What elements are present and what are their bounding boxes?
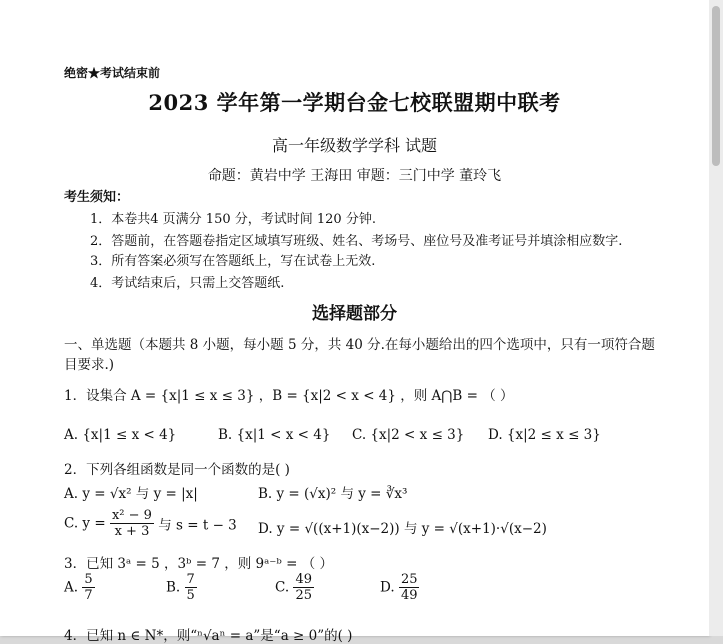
fraction-numerator: x² − 9 xyxy=(111,508,152,523)
question-3-stem: 3．已知 3ᵃ = 5 ，3ᵇ = 7 ，则 9ᵃ⁻ᵇ = （ ） xyxy=(64,556,334,572)
question-2-stem: 2．下列各组函数是同一个函数的是( ) xyxy=(64,462,290,478)
fraction-denominator: 7 xyxy=(84,588,93,603)
part-intro-cont: 目要求.) xyxy=(64,357,115,373)
part-intro: 一、单选题（本题共 8 小题，每小题 5 分，共 40 分.在每小题给出的四个选项中，只有一项符合题 xyxy=(64,337,655,353)
exam-title: 2023 学年第一学期台金七校联盟期中联考 xyxy=(148,90,561,115)
option-fraction xyxy=(293,572,314,603)
option-label: B. xyxy=(166,579,181,596)
fraction-denominator: 5 xyxy=(186,588,195,603)
question-1-option-a: A. {x|1 ≤ x < 4} xyxy=(64,427,177,443)
question-1-option-c: C. {x|2 < x ≤ 3} xyxy=(352,427,465,443)
question-1-option-d: D. {x|2 ≤ x ≤ 3} xyxy=(488,427,601,443)
question-3-option-b xyxy=(166,572,197,603)
fraction-denominator: 49 xyxy=(400,588,418,603)
option-c-fraction xyxy=(110,508,154,539)
question-4-stem: 4．已知 n ∈ N*，则“ⁿ√aⁿ = a”是“a ≥ 0”的( ) xyxy=(64,628,353,644)
question-3-option-c xyxy=(275,572,314,603)
notice-item: 3．所有答案必须写在答题纸上，写在试卷上无效. xyxy=(90,254,376,269)
question-2-option-c xyxy=(64,508,237,539)
option-label: A. xyxy=(64,579,79,596)
exam-authors: 命题：黄岩中学 王海田 审题：三门中学 董玲飞 xyxy=(207,168,502,184)
option-c-suffix: 与 s = t − 3 xyxy=(158,517,237,534)
notice-heading: 考生须知： xyxy=(64,190,130,205)
fraction-numerator: 5 xyxy=(84,572,93,587)
option-label: C. xyxy=(275,579,290,596)
notice-item: 4．考试结束后，只需上交答题纸. xyxy=(90,276,285,291)
question-2-option-a: A. y = √x² 与 y = |x| xyxy=(64,486,198,502)
option-fraction xyxy=(399,572,420,603)
option-fraction xyxy=(185,572,197,603)
notice-item: 2．答题前，在答题卷指定区域填写班级、姓名、考场号、座位号及准考证号并填涂相应数字. xyxy=(90,234,623,249)
question-1-option-b: B. {x|1 < x < 4} xyxy=(218,427,331,443)
fraction-denominator: 25 xyxy=(295,588,312,603)
fraction-denominator: x + 3 xyxy=(114,524,150,539)
scrollbar-thumb[interactable] xyxy=(712,6,720,166)
exam-subtitle: 高一年级数学学科 试题 xyxy=(271,136,438,155)
option-c-prefix: C. y = xyxy=(64,515,106,532)
fraction-numerator: 7 xyxy=(186,572,195,587)
vertical-scrollbar[interactable] xyxy=(709,0,723,636)
fraction-numerator: 25 xyxy=(400,572,418,587)
question-1-stem: 1．设集合 A = {x|1 ≤ x ≤ 3} ，B = {x|2 < x < 4} ，则 A⋂B = （ ） xyxy=(64,388,514,404)
option-fraction xyxy=(82,572,94,603)
question-3-option-d xyxy=(380,572,419,603)
question-2-option-b: B. y = (√x)² 与 y = ∛x³ xyxy=(258,486,408,502)
question-2-option-d: D. y = √((x+1)(x−2)) 与 y = √(x+1)·√(x−2) xyxy=(258,521,547,537)
option-label: D. xyxy=(380,579,395,596)
section-title: 选择题部分 xyxy=(312,304,397,324)
fraction-numerator: 49 xyxy=(295,572,312,587)
question-3-option-a xyxy=(64,572,95,603)
notice-item: 1．本卷共4 页满分 150 分，考试时间 120 分钟. xyxy=(90,212,376,227)
confidential-label: 绝密★考试结束前 xyxy=(64,66,161,80)
